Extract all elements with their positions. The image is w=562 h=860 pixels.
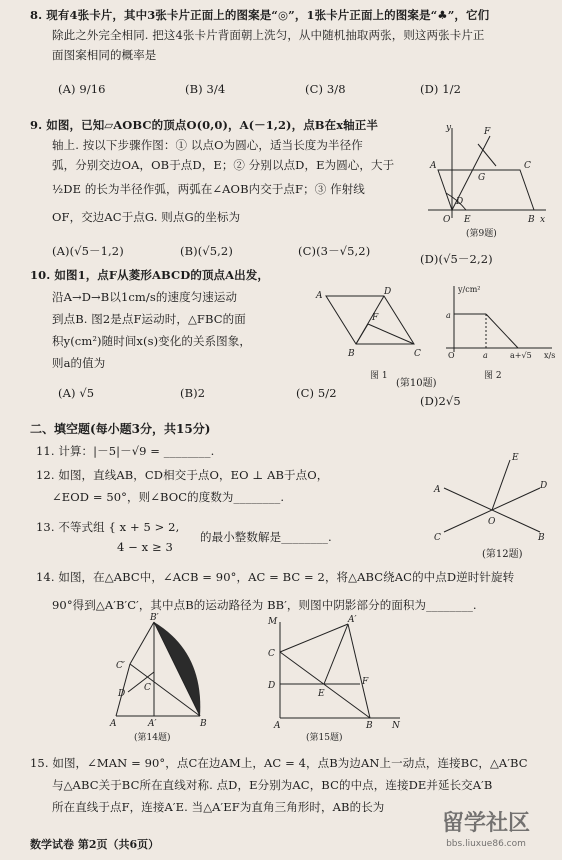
svg-text:B: B: [348, 349, 355, 359]
q10-figure-2: [440, 282, 558, 394]
svg-text:O: O: [488, 517, 496, 527]
q8-option-a: (A) 9/16: [58, 82, 106, 96]
svg-text:C: C: [144, 683, 151, 693]
q8-option-b: (B) 3/4: [185, 82, 226, 96]
svg-text:O: O: [443, 215, 451, 225]
svg-text:y/cm²: y/cm²: [458, 285, 481, 294]
q12-caption: (第12题): [482, 549, 523, 560]
svg-text:a: a: [446, 311, 451, 320]
svg-text:F: F: [372, 313, 379, 323]
svg-text:A: A: [110, 719, 117, 729]
q10-option-c: (C) 5/2: [296, 386, 337, 400]
svg-text:B: B: [538, 533, 545, 543]
q9-line3: 弧，分别交边OA，OB于点D，E；② 分别以点D，E为圆心，大于: [52, 158, 395, 172]
q13-line2: 4 − x ≥ 3: [117, 540, 173, 554]
svg-text:A: A: [316, 291, 323, 301]
q10-option-d: (D)2√5: [420, 394, 461, 408]
q10-line3: 到点B. 图2是点F运动时，△FBC的面: [52, 312, 246, 326]
svg-text:D: D: [118, 689, 126, 699]
svg-text:B: B: [200, 719, 207, 729]
svg-text:M: M: [268, 617, 278, 627]
q15-line1: 15. 如图，∠MAN = 90°，点C在边AM上，AC = 4，点B为边AN上一动点，连接BC，△A′BC: [30, 756, 528, 770]
svg-text:B: B: [366, 721, 373, 731]
q10-line4: 积y(cm²)随时间x(s)变化的关系图象，: [52, 334, 251, 348]
watermark-title: 留学社区: [441, 811, 531, 836]
q15-figure: [262, 612, 412, 742]
q14-line1: 14. 如图，在△ABC中，∠ACB = 90°，AC = BC = 2，将△ABC绕AC的中点D逆时针旋转: [36, 570, 515, 584]
page-footer: 数学试卷 第2页（共6页）: [30, 838, 160, 851]
svg-text:F: F: [362, 677, 369, 687]
q10-line1: 10. 如图1，点F从菱形ABCD的顶点A出发，: [30, 268, 269, 282]
q8-line3: 面图案相同的概率是: [52, 48, 157, 62]
q14-caption: (第14题): [134, 733, 171, 742]
svg-text:C: C: [414, 349, 421, 359]
svg-text:x: x: [540, 215, 546, 225]
q13-line1: 13. 不等式组 { x + 5 > 2,: [36, 520, 180, 534]
q10-fig1-label: 图 1: [370, 371, 388, 381]
q9-option-c: (C)(3－√5,2): [298, 244, 371, 258]
q9-line2: 轴上. 按以下步骤作图：① 以点O为圆心，适当长度为半径作: [52, 138, 363, 152]
q13-tail: 的最小整数解是________.: [200, 530, 332, 544]
svg-text:a+√5: a+√5: [510, 351, 532, 360]
svg-text:a: a: [483, 351, 488, 360]
q12-line2: ∠EOD = 50°，则∠BOC的度数为________.: [52, 490, 285, 504]
svg-text:x/s: x/s: [544, 351, 556, 360]
q10-line5: 则a的值为: [52, 356, 106, 370]
q9-caption: (第9题): [466, 229, 497, 239]
svg-text:G: G: [478, 173, 486, 183]
q12-figure: [428, 448, 554, 544]
q10-option-b: (B)2: [180, 386, 206, 400]
q10-fig2-label: 图 2: [484, 371, 502, 381]
svg-text:O: O: [448, 351, 455, 360]
q15-line3: 所在直线于点F，连接A′E. 当△A′EF为直角三角形时，AB的长为: [52, 800, 385, 814]
q14-line2: 90°得到△A′B′C′，其中点B的运动路径为 BB′，则图中阴影部分的面积为________.: [52, 598, 477, 612]
svg-text:C: C: [434, 533, 441, 543]
watermark-logo: [416, 804, 556, 852]
q8-option-d: (D) 1/2: [420, 82, 462, 96]
svg-text:C: C: [268, 649, 275, 659]
q10-option-a: (A) √5: [58, 386, 95, 400]
svg-text:A′: A′: [348, 615, 357, 625]
svg-text:F: F: [484, 127, 491, 137]
q11-text: 11. 计算：|－5|－√9 = ________.: [36, 444, 215, 458]
svg-text:A: A: [274, 721, 281, 731]
svg-text:N: N: [392, 721, 400, 731]
svg-text:A: A: [430, 161, 437, 171]
q9-option-d: (D)(√5－2,2): [420, 252, 493, 266]
q10-figure-1: [310, 282, 430, 386]
q8-line1: 8. 现有4张卡片，其中3张卡片正面上的图案是“◎”，1张卡片正面上的图案是“♣”，它们: [30, 8, 490, 22]
svg-text:D: D: [268, 681, 276, 691]
q10-caption: (第10题): [396, 378, 437, 389]
q15-line2: 与△ABC关于BC所在直线对称. 点D，E分别为AC，BC的中点，连接DE并延长交A′B: [52, 778, 493, 792]
watermark-url: bbs.liuxue86.com: [446, 839, 526, 849]
q10-line2: 沿A→D→B以1cm/s的速度匀速运动: [52, 290, 238, 304]
svg-text:A′: A′: [148, 719, 157, 729]
q8-option-c: (C) 3/8: [305, 82, 346, 96]
q14-figure: [104, 612, 224, 742]
svg-text:B: B: [528, 215, 535, 225]
svg-text:A: A: [434, 485, 441, 495]
q8-line2: 除此之外完全相同. 把这4张卡片背面朝上洗匀，从中随机抽取两张，则这两张卡片正: [52, 28, 485, 42]
svg-text:E: E: [318, 689, 325, 699]
svg-text:B′: B′: [150, 613, 159, 623]
svg-text:C′: C′: [116, 661, 125, 671]
q12-line1: 12. 如图，直线AB，CD相交于点O，EO ⊥ AB于点O，: [36, 468, 329, 482]
q9-option-b: (B)(√5,2): [180, 244, 233, 258]
section-fill-blank-title: 二、填空题(每小题3分，共15分): [30, 422, 211, 436]
q9-figure: [420, 118, 550, 240]
q9-option-a: (A)(√5－1,2): [52, 244, 124, 258]
svg-text:D: D: [384, 287, 392, 297]
q9-line4: ½DE 的长为半径作弧，两弧在∠AOB内交于点F；③ 作射线: [52, 182, 365, 196]
q9-line1: 9. 如图，已知▱AOBC的顶点O(0,0)，A(－1,2)，点B在x轴正半: [30, 118, 378, 132]
svg-text:D: D: [540, 481, 548, 491]
q15-caption: (第15题): [306, 733, 343, 742]
svg-text:D: D: [456, 197, 464, 207]
q9-line5: OF，交边AC于点G. 则点G的坐标为: [52, 210, 241, 224]
svg-text:E: E: [464, 215, 471, 225]
svg-text:y: y: [446, 123, 452, 133]
svg-text:E: E: [512, 453, 519, 463]
svg-text:C: C: [524, 161, 531, 171]
